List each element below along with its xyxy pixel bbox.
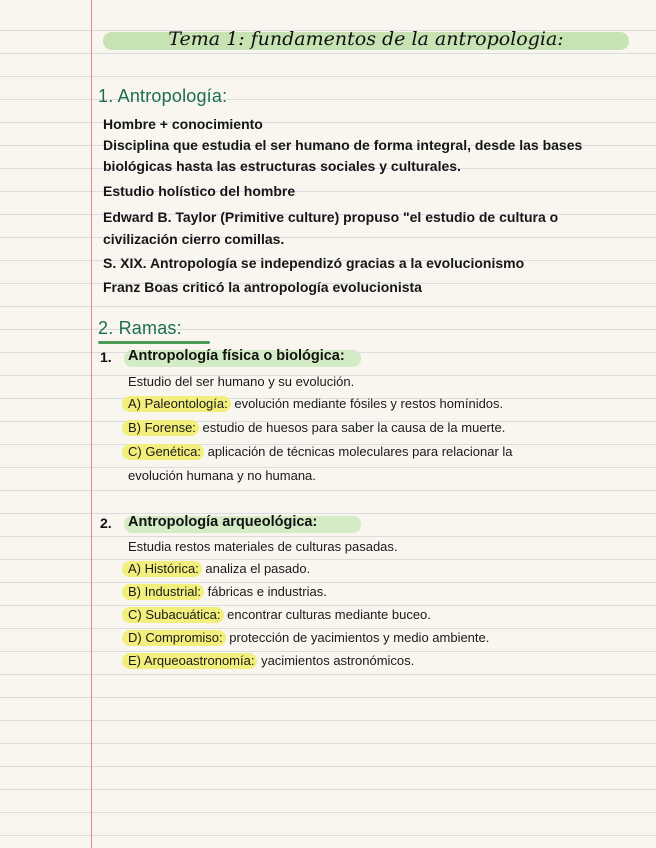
list-item <box>128 584 327 599</box>
body-line: Disciplina que estudia el ser humano de forma integral, desde las bases <box>103 137 583 153</box>
body-line: Franz Boas criticó la antropología evolucionista <box>103 279 422 295</box>
list-item <box>128 396 503 411</box>
item-text: encontrar culturas mediante buceo. <box>223 607 431 622</box>
item-text: estudio de huesos para saber la causa de la muerte. <box>198 420 506 435</box>
item-text: yacimientos astronómicos. <box>257 653 415 668</box>
body-line: S. XIX. Antropología se independizó gracias a la evolucionismo <box>103 255 525 271</box>
item-label: B) Industrial: <box>122 584 204 600</box>
item-label: A) Paleontología: <box>122 396 231 412</box>
body-line: biológicas hasta las estructuras sociales y culturales. <box>103 158 461 174</box>
list-item <box>128 607 431 622</box>
branch-title-fisica: Antropología física o biológica: <box>128 348 345 364</box>
branch-description: Estudia restos materiales de culturas pasadas. <box>128 539 398 554</box>
body-line: civilización cierro comillas. <box>103 231 285 247</box>
section-heading-antropologia: 1. Antropología: <box>98 86 228 106</box>
body-line: Edward B. Taylor (Primitive culture) propuso "el estudio de cultura o <box>103 209 559 225</box>
item-continuation: evolución humana y no humana. <box>128 468 316 483</box>
heading-underline <box>98 341 210 344</box>
margin-line <box>91 0 92 848</box>
item-label: E) Arqueoastronomía: <box>122 653 257 669</box>
list-item <box>128 630 489 645</box>
list-item <box>128 444 513 459</box>
item-label: A) Histórica: <box>122 561 202 577</box>
list-item <box>128 653 414 668</box>
list-item <box>128 420 505 435</box>
item-text: evolución mediante fósiles y restos homínidos. <box>230 396 504 411</box>
item-label: B) Forense: <box>122 420 199 436</box>
branch-title-arqueologica: Antropología arqueológica: <box>128 514 318 530</box>
item-text: protección de yacimientos y medio ambiente. <box>225 630 490 645</box>
item-text: fábricas e industrias. <box>203 584 327 599</box>
list-item <box>128 561 310 576</box>
item-label: C) Genética: <box>122 444 204 460</box>
item-text: analiza el pasado. <box>201 561 311 576</box>
list-number: 2. <box>100 515 112 531</box>
item-label: D) Compromiso: <box>122 630 226 646</box>
section-heading-ramas: 2. Ramas: <box>98 318 182 338</box>
page-title: Tema 1: fundamentos de la antropologia: <box>168 28 564 50</box>
list-number: 1. <box>100 349 112 365</box>
body-line: Hombre + conocimiento <box>103 116 263 132</box>
item-label: C) Subacuática: <box>122 607 224 623</box>
branch-description: Estudio del ser humano y su evolución. <box>128 374 355 389</box>
body-line: Estudio holístico del hombre <box>103 183 296 199</box>
item-text: aplicación de técnicas moleculares para relacionar la <box>203 444 513 459</box>
